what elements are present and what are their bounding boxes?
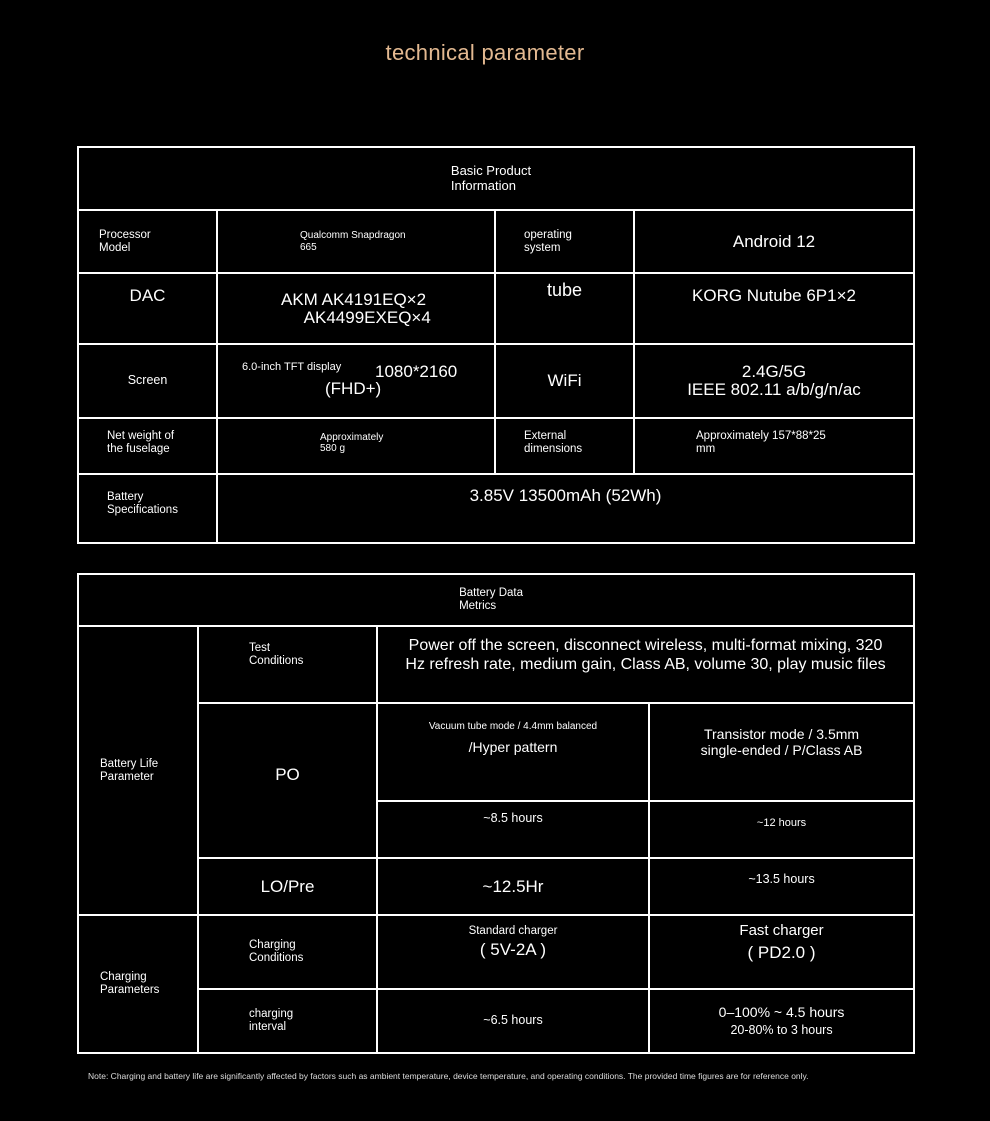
po-tube-hours: ~8.5 hours	[377, 801, 649, 858]
po-label: PO	[198, 703, 377, 858]
charging-params-label: Charging Parameters	[78, 915, 198, 1053]
basic-info-header: Basic Product Information	[78, 147, 914, 210]
dims-value: Approximately 157*88*25 mm	[634, 418, 914, 474]
charging-interval-label: charging interval	[198, 989, 377, 1053]
wifi-label: WiFi	[495, 344, 634, 418]
os-label: operating system	[495, 210, 634, 273]
screen-label: Screen	[78, 344, 217, 418]
battery-data-table	[77, 573, 915, 1054]
weight-label: Net weight of the fuselage	[78, 418, 217, 474]
dims-label: External dimensions	[495, 418, 634, 474]
lo-transistor-hours: ~13.5 hours	[649, 858, 914, 915]
processor-label: Processor Model	[78, 210, 217, 273]
standard-charger: Standard charger ( 5V-2A )	[377, 915, 649, 989]
charging-conditions-label: Charging Conditions	[198, 915, 377, 989]
tube-mode-header: Vacuum tube mode / 4.4mm balanced /Hyper pattern	[377, 703, 649, 801]
basic-info-table	[77, 146, 915, 544]
dac-label: DAC	[78, 273, 217, 344]
test-conditions-label: Test Conditions	[198, 626, 377, 703]
battery-life-label: Battery Life Parameter	[78, 626, 198, 915]
page-title: technical parameter	[385, 40, 585, 65]
footer-note: Note: Charging and battery life are significantly affected by factors such as ambient temperature, device temperature, and operating conditions. The provided time figures are for reference only.	[88, 1071, 809, 1081]
fast-charger: Fast charger ( PD2.0 )	[649, 915, 914, 989]
transistor-mode-header: Transistor mode / 3.5mm single-ended / P/Class AB	[649, 703, 914, 801]
battery-spec-label: Battery Specifications	[78, 474, 217, 543]
processor-value: Qualcomm Snapdragon 665	[217, 210, 495, 273]
weight-value: Approximately 580 g	[217, 418, 495, 474]
lo-label: LO/Pre	[198, 858, 377, 915]
test-conditions-value: Power off the screen, disconnect wireless, multi-format mixing, 320 Hz refresh rate, medium gain, Class AB, volume 30, play music files	[377, 626, 914, 703]
po-transistor-hours: ~12 hours	[649, 801, 914, 858]
battery-data-header: Battery Data Metrics	[78, 574, 914, 626]
os-value: Android 12	[634, 210, 914, 273]
wifi-value: 2.4G/5G IEEE 802.11 a/b/g/n/ac	[634, 344, 914, 418]
tube-label: tube	[495, 273, 634, 344]
screen-value: 6.0-inch TFT display 1080*2160 (FHD+)	[217, 344, 495, 418]
battery-spec-value: 3.85V 13500mAh (52Wh)	[217, 474, 914, 543]
lo-tube-hours: ~12.5Hr	[377, 858, 649, 915]
fast-charge-hours: 0–100% ~ 4.5 hours 20-80% to 3 hours	[649, 989, 914, 1053]
dac-value: AKM AK4191EQ×2 AK4499EXEQ×4	[217, 273, 495, 344]
standard-charge-hours: ~6.5 hours	[377, 989, 649, 1053]
tube-value: KORG Nutube 6P1×2	[634, 273, 914, 344]
